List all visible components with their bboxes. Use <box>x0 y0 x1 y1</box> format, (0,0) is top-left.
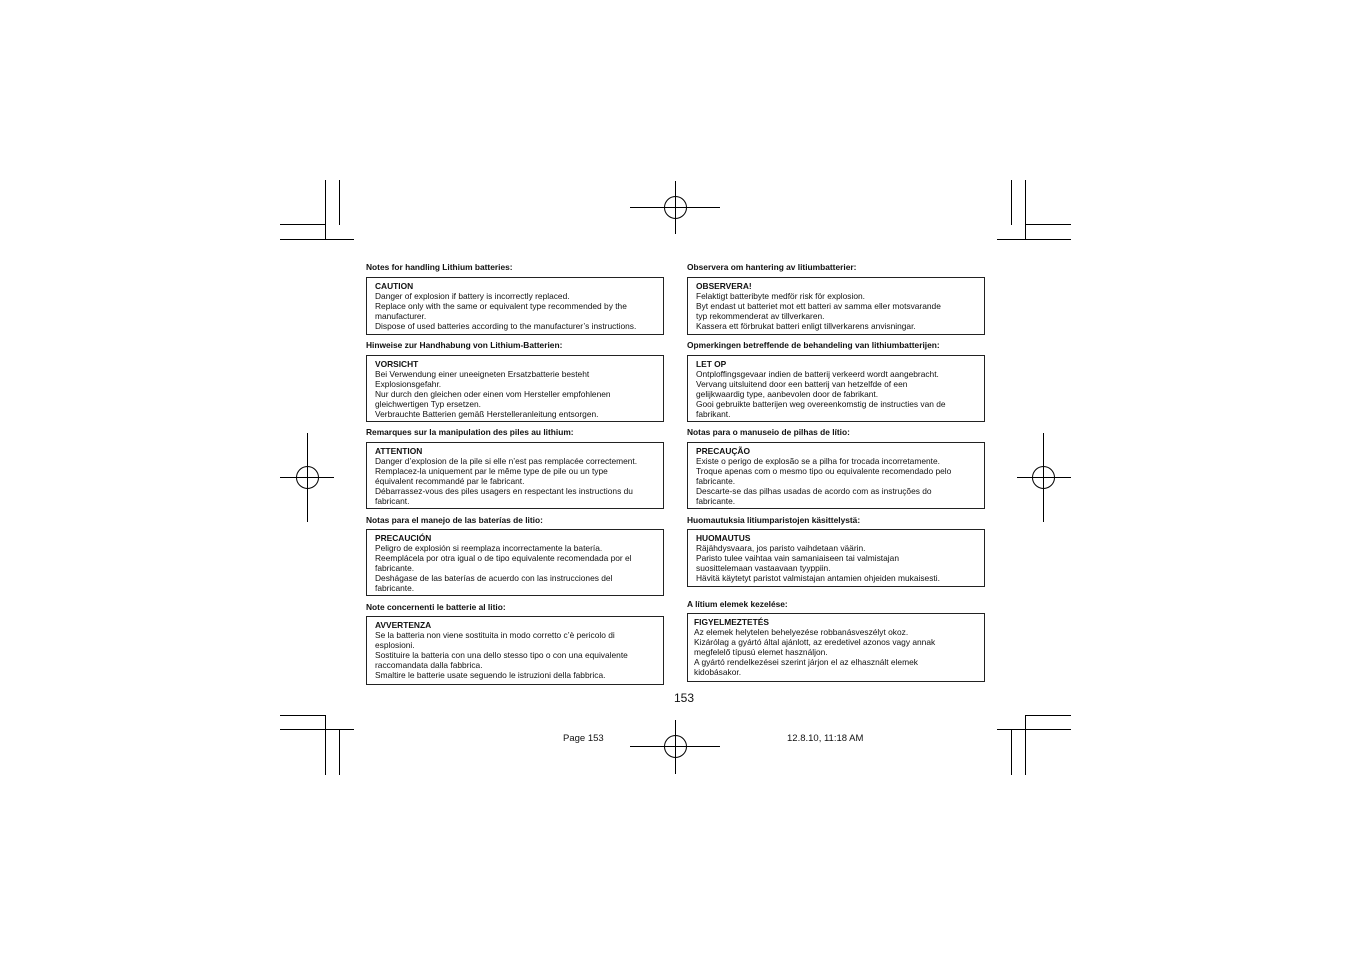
caution-line: équivalent recommandé par le fabricant. <box>375 476 525 486</box>
caution-line: fabricante. <box>696 476 736 486</box>
caution-line: gelijkwaardig type, aanbevolen door de fabrikant. <box>696 389 879 399</box>
caution-line: Peligro de explosión si reemplaza incorrectamente la batería. <box>375 543 603 553</box>
section-portuguese <box>687 427 985 506</box>
caution-line: Remplacez-la uniquement par le même type de pile ou un type <box>375 466 608 476</box>
caution-line: Paristo tulee vaihtaa vain samaniaiseen tai valmistajan <box>696 553 899 563</box>
section-dutch <box>687 340 985 419</box>
caution-line: esplosioni. <box>375 640 415 650</box>
caution-line: Vervang uitsluitend door een batterij van hetzelfde of een <box>696 379 908 389</box>
caution-line: Gooi gebruikte batterijen weg overeenkomstig de instructies van de <box>696 399 946 409</box>
caution-title: OBSERVERA! <box>696 281 752 291</box>
caution-title: FIGYELMEZTETÉS <box>694 617 769 627</box>
caution-box <box>687 613 985 682</box>
caution-line: megfelelő típusú elemet használjon. <box>694 647 828 657</box>
section-heading: Remarques sur la manipulation des piles au lithium: <box>366 427 574 437</box>
caution-box <box>687 355 985 422</box>
section-swedish <box>687 262 985 331</box>
footer-page-label: Page 153 <box>563 733 604 744</box>
caution-line: fabricant. <box>375 496 410 506</box>
caution-title: HUOMAUTUS <box>696 533 751 543</box>
section-heading: Note concernenti le batterie al litio: <box>366 602 506 612</box>
caution-title: AVVERTENZA <box>375 620 432 630</box>
section-german <box>366 340 664 419</box>
caution-box <box>687 442 985 509</box>
caution-line: Kassera ett förbrukat batteri enligt tillverkarens anvisningar. <box>696 321 916 331</box>
caution-line: Deshágase de las baterías de acuerdo con las instrucciones del <box>375 573 613 583</box>
caution-line: Felaktigt batteribyte medför risk för explosion. <box>696 291 865 301</box>
caution-box <box>366 616 664 685</box>
caution-line: Verbrauchte Batterien gemäß Herstelleranleitung entsorgen. <box>375 409 599 419</box>
footer-timestamp: 12.8.10, 11:18 AM <box>787 733 864 744</box>
caution-line: Az elemek helytelen behelyezése robbanásveszélyt okoz. <box>694 627 909 637</box>
caution-box <box>687 529 985 587</box>
registration-target-bottom <box>630 720 720 774</box>
registration-target-left <box>280 433 334 522</box>
caution-line: suosittelemaan vastaavaan tyyppiin. <box>696 563 831 573</box>
page-number: 153 <box>673 691 695 705</box>
caution-line: fabricante. <box>375 563 415 573</box>
section-hungarian <box>687 599 985 677</box>
section-french <box>366 427 664 506</box>
caution-line: Byt endast ut batteriet mot ett batteri av samma eller motsvarande <box>696 301 941 311</box>
caution-line: Smaltire le batterie usate seguendo le istruzioni della fabbrica. <box>375 670 606 680</box>
section-english <box>366 262 664 331</box>
caution-line: Débarrassez-vous des piles usagers en respectant les instructions du <box>375 486 633 496</box>
caution-line: manufacturer. <box>375 311 427 321</box>
section-heading: Notas para el manejo de las baterías de litio: <box>366 515 543 525</box>
caution-box <box>366 529 664 596</box>
caution-line: raccomandata dalla fabbrica. <box>375 660 483 670</box>
caution-title: ATTENTION <box>375 446 423 456</box>
caution-line: fabricante. <box>696 496 736 506</box>
caution-line: typ rekommenderat av tillverkaren. <box>696 311 825 321</box>
caution-title: CAUTION <box>375 281 414 291</box>
caution-box <box>366 355 664 422</box>
section-heading: Huomautuksia litiumparistojen käsittelystä: <box>687 515 861 525</box>
caution-line: fabricante. <box>375 583 415 593</box>
registration-target-right <box>1017 433 1071 522</box>
section-spanish <box>366 515 664 593</box>
caution-box <box>366 442 664 509</box>
caution-line: Nur durch den gleichen oder einen vom Hersteller empfohlenen <box>375 389 611 399</box>
caution-line: Räjähdysvaara, jos paristo vaihdetaan väärin. <box>696 543 866 553</box>
caution-line: A gyártó rendelkezései szerint járjon el az elhasznált elemek <box>694 657 918 667</box>
caution-line: Existe o perigo de explosão se a pilha for trocada incorretamente. <box>696 456 940 466</box>
caution-line: Ontploffingsgevaar indien de batterij verkeerd wordt aangebracht. <box>696 369 939 379</box>
section-heading: A lítium elemek kezelése: <box>687 599 788 609</box>
caution-line: Sostituire la batteria con una dello stesso tipo o con una equivalente <box>375 650 628 660</box>
caution-line: Dispose of used batteries according to the manufacturer’s instructions. <box>375 321 637 331</box>
section-heading: Notes for handling Lithium batteries: <box>366 262 513 272</box>
section-finnish <box>687 515 985 583</box>
caution-title: LET OP <box>696 359 727 369</box>
caution-line: fabrikant. <box>696 409 731 419</box>
section-heading: Observera om hantering av litiumbatterier: <box>687 262 857 272</box>
caution-line: Reemplácela por otra igual o de tipo equivalente recomendada por el <box>375 553 632 563</box>
caution-line: Kizárólag a gyártó által ajánlott, az eredetivel azonos vagy annak <box>694 637 936 647</box>
caution-box <box>366 277 664 335</box>
caution-line: Troque apenas com o mesmo tipo ou equivalente recomendado pelo <box>696 466 952 476</box>
caution-line: Explosionsgefahr. <box>375 379 442 389</box>
caution-line: Danger of explosion if battery is incorrectly replaced. <box>375 291 570 301</box>
caution-line: Descarte-se das pilhas usadas de acordo com as instruções do <box>696 486 932 496</box>
section-heading: Hinweise zur Handhabung von Lithium-Batterien: <box>366 340 563 350</box>
section-heading: Notas para o manuseio de pilhas de lítio: <box>687 427 850 437</box>
caution-title: VORSICHT <box>375 359 419 369</box>
caution-box <box>687 277 985 335</box>
section-heading: Opmerkingen betreffende de behandeling van lithiumbatterijen: <box>687 340 940 350</box>
caution-line: Hävitä käytetyt paristot valmistajan antamien ohjeiden mukaisesti. <box>696 573 940 583</box>
section-italian <box>366 602 664 680</box>
caution-line: Replace only with the same or equivalent type recommended by the <box>375 301 627 311</box>
caution-line: Danger d’explosion de la pile si elle n’est pas remplacée correctement. <box>375 456 638 466</box>
caution-line: Bei Verwendung einer uneeigneten Ersatzbatterie besteht <box>375 369 590 379</box>
caution-title: PRECAUÇÃO <box>696 446 750 456</box>
registration-target-top <box>630 181 720 234</box>
caution-line: kidobásakor. <box>694 667 742 677</box>
caution-title: PRECAUCIÓN <box>375 533 432 543</box>
caution-line: gleichwertigen Typ ersetzen. <box>375 399 481 409</box>
caution-line: Se la batteria non viene sostituita in modo corretto c’è pericolo di <box>375 630 615 640</box>
